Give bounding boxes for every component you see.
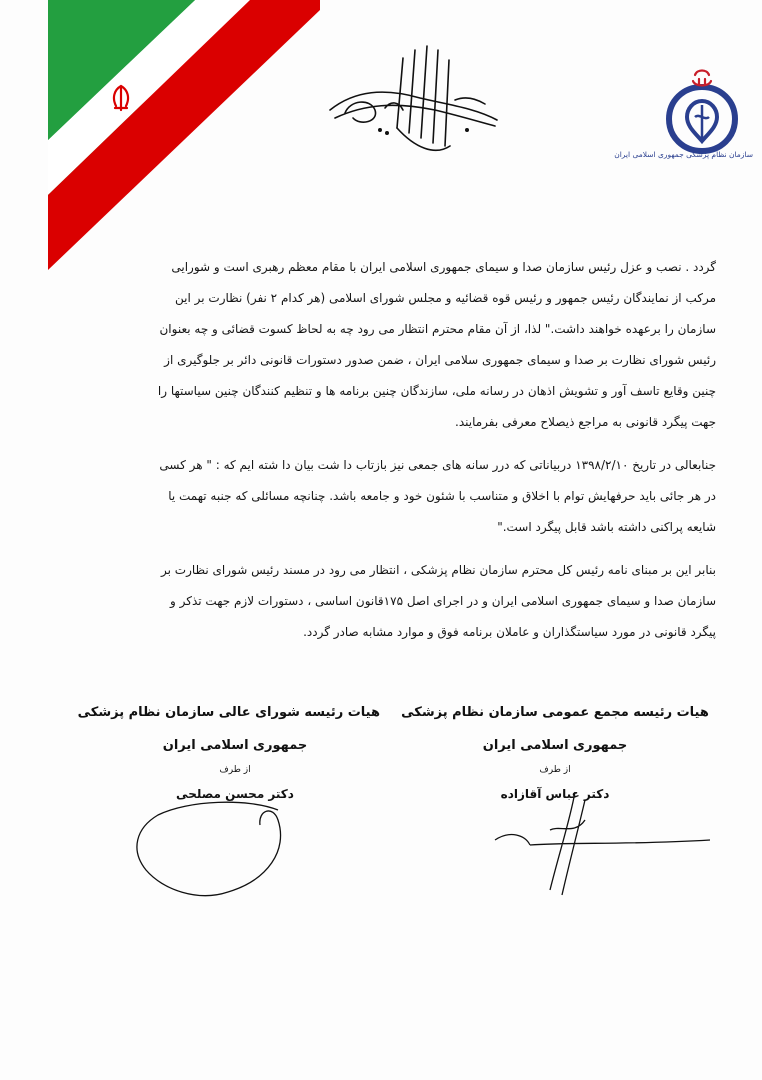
signature-title: هیات رئیسه مجمع عمومی سازمان نظام پزشکی [401, 705, 709, 720]
paragraph-2 [88, 450, 716, 543]
text-line: پیگرد قانونی در مورد سیاستگذاران و عاملان برنامه فوق و موارد مشابه صادر گردد. [303, 625, 716, 639]
medical-council-logo-text: سازمان نظام پزشکی جمهوری اسلامی ایران [614, 150, 753, 159]
text-line: جنابعالی در تاریخ ۱۳۹۸/۲/۱۰ دربیاناتی که درر سانه های جمعی نیز بازتاب دا شت بیان دا شته ایم که : " هر کسی [159, 458, 716, 472]
letter-body [88, 252, 716, 660]
text-line: سازمان صدا و سیمای جمهوری اسلامی ایران و در اجرای اصل ۱۷۵قانون اساسی ، دستورات لازم جهت تذکر و [170, 594, 716, 608]
handwritten-signature-right-icon [490, 790, 720, 900]
signature-subtitle: جمهوری اسلامی ایران [162, 738, 308, 753]
signature-on-behalf: از طرف [219, 765, 251, 775]
text-line: بنابر این بر مبنای نامه رئیس کل محترم سازمان نظام پزشکی ، انتظار می رود در مسند رئیس شورای نظارت بر [161, 563, 716, 577]
signature-subtitle: جمهوری اسلامی ایران [482, 738, 628, 753]
flag-white-band [0, 0, 320, 280]
text-line: رئیس شورای نظارت بر صدا و سیمای جمهوری سلامی ایران ، ضمن صدور دستورات قانونی دائر بر جلوگیری از [164, 353, 716, 367]
text-line: در هر جائی باید حرفهایش توام با اخلاق و متناسب با شئون خود و جامعه باشد. چنانچه مسائلی که جنبه تهمت یا [168, 489, 716, 503]
text-line: گردد . نصب و عزل رئیس سازمان صدا و سیمای جمهوری اسلامی ایران با مقام معظم رهبری است و شورایی [171, 260, 716, 274]
signature-on-behalf: از طرف [539, 765, 571, 775]
paragraph-1 [88, 252, 716, 438]
text-line: جهت پیگرد قانونی به مراجع ذیصلاح معرفی بفرمایند. [455, 415, 716, 429]
paragraph-3 [88, 555, 716, 648]
handwritten-signature-left-icon [128, 790, 298, 910]
signature-title: هیات رئیسه شورای عالی سازمان نظام پزشکی [77, 705, 380, 720]
text-line [88, 314, 716, 345]
text-line-part: " لذا، از آن مقام محترم انتظار می رود چه به لحاظ کسوت قضائی و چه بعنوان [159, 322, 551, 336]
medical-council-logo-icon [655, 65, 750, 180]
text-line: مرکب از نمایندگان رئیس جمهور و رئیس قوه قضائیه و مجلس شورای اسلامی (هر کدام ۲ نفر) نظارت بر این [175, 291, 716, 305]
bismillah-calligraphy-icon [325, 38, 500, 158]
signature-block-supreme-council [77, 705, 380, 801]
text-line-part: سازمان را برعهده خواهند داشت. [550, 322, 716, 336]
text-line: شایعه پراکنی داشته باشد قابل پیگرد است." [497, 520, 716, 534]
text-line: چنین وقایع تاسف آور و تشویش اذهان در رسانه ملی، سازندگان چنین برنامه ها و تنظیم کنندگان چنین سیاستها را [157, 384, 716, 398]
signatory-name: دکتر عباس آقازاده [500, 787, 610, 801]
iran-emblem-icon [104, 82, 138, 116]
signatory-name: دکتر محسن مصلحی [176, 787, 294, 801]
signature-block-general-assembly [395, 705, 715, 801]
